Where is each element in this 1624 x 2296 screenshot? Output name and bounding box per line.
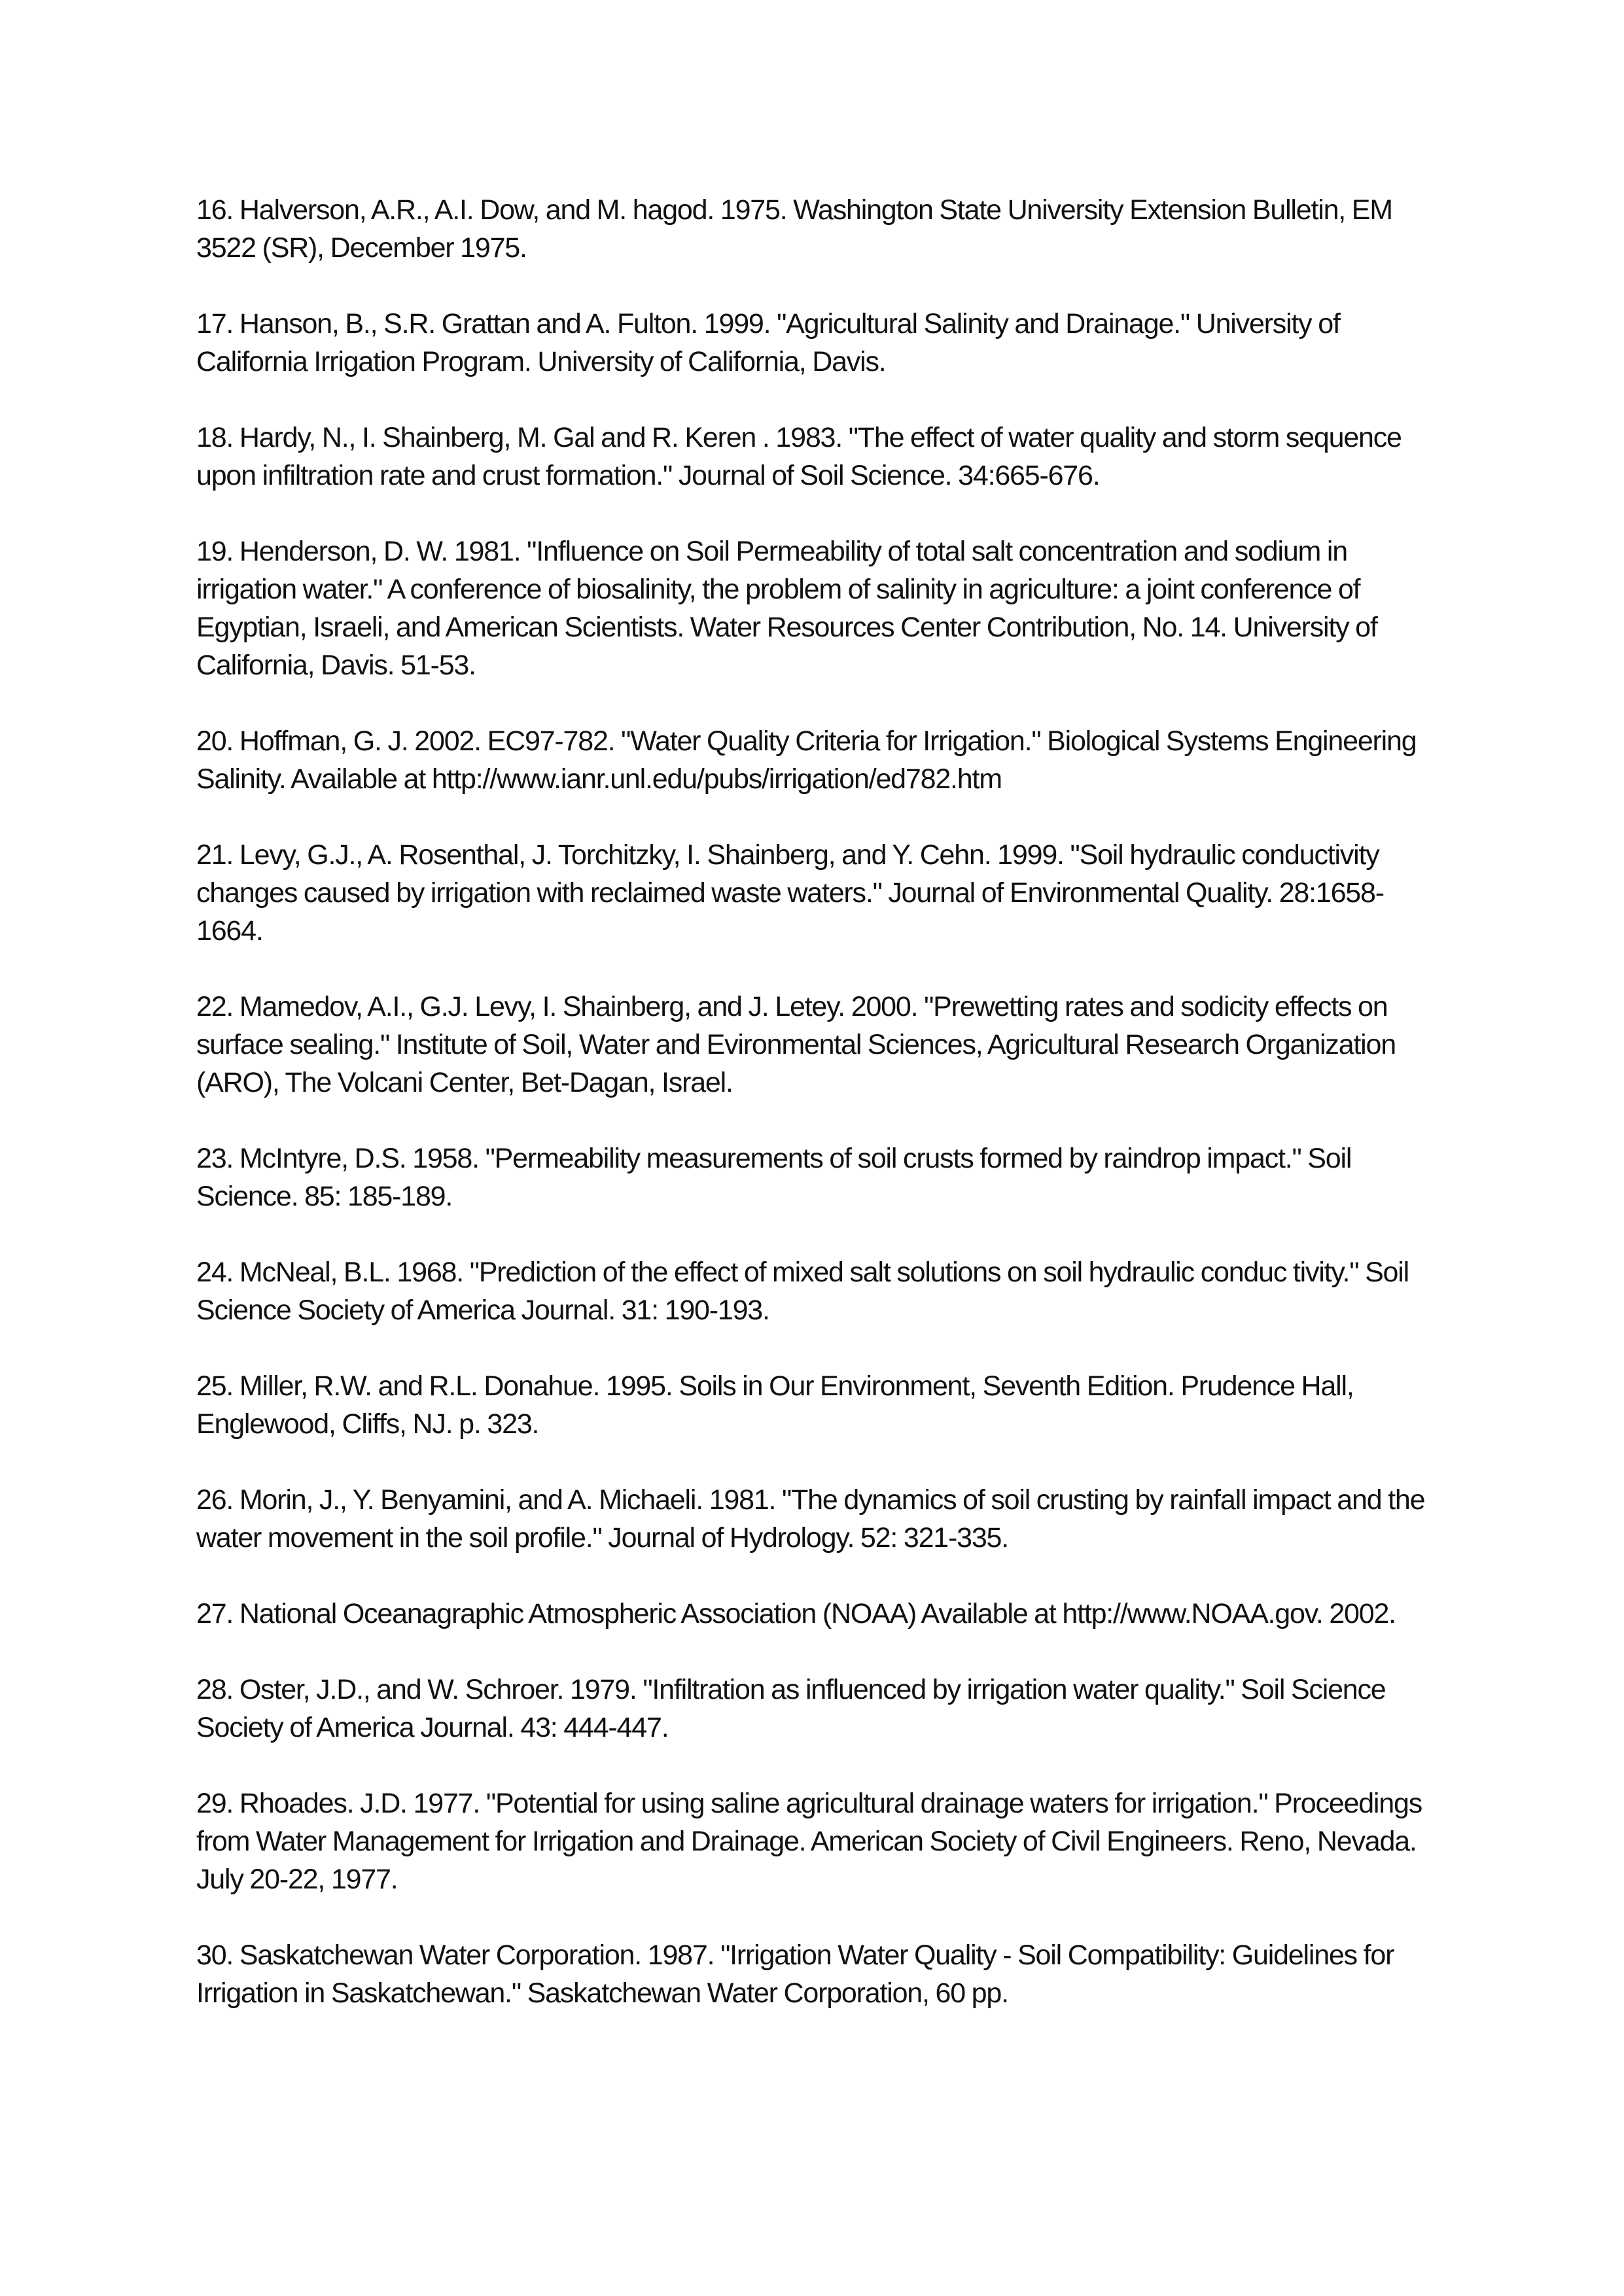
reference-item: 19. Henderson, D. W. 1981. "Influence on Soil Permeability of total salt concentration and sodium in irrigation water." A conference of biosalinity, the problem of salinity in agriculture: a joint conference of Egyptian, Israeli, and American Scientists. Water Resources Center Contribution, No. 14. University of California, Davis. 51-53. [196, 536, 1377, 681]
reference-item: 30. Saskatchewan Water Corporation. 1987. "Irrigation Water Quality - Soil Compatibility: Guidelines for Irrigation in Saskatchewan." Saskatchewan Water Corporation, 60 pp. [196, 1939, 1394, 2009]
reference-list [196, 191, 1439, 2012]
reference-item: 16. Halverson, A.R., A.I. Dow, and M. hagod. 1975. Washington State University Extension Bulletin, EM 3522 (SR), December 1975. [196, 194, 1392, 264]
reference-item: 20. Hoffman, G. J. 2002. EC97-782. "Water Quality Criteria for Irrigation." Biological Systems Engineering Salinity. Available at http://www.ianr.unl.edu/pubs/irrigation/ed782.htm [196, 725, 1417, 795]
reference-item: 27. National Oceanagraphic Atmospheric Association (NOAA) Available at http://www.NOAA.gov. 2002. [196, 1598, 1396, 1629]
reference-item: 18. Hardy, N., I. Shainberg, M. Gal and R. Keren . 1983. "The effect of water quality and storm sequence upon infiltration rate and crust formation." Journal of Soil Science. 34:665-676. [196, 422, 1402, 491]
reference-item: 29. Rhoades. J.D. 1977. "Potential for using saline agricultural drainage waters for irrigation." Proceedings from Water Management for Irrigation and Drainage. American Society of Civil Engineers. Reno, Nevada. July 20-22, 1977. [196, 1788, 1422, 1895]
reference-item: 26. Morin, J., Y. Benyamini, and A. Michaeli. 1981. "The dynamics of soil crusting by rainfall impact and the water movement in the soil profile." Journal of Hydrology. 52: 321-335. [196, 1484, 1425, 1554]
reference-item: 24. McNeal, B.L. 1968. "Prediction of the effect of mixed salt solutions on soil hydraulic conduc tivity." Soil Science Society of America Journal. 31: 190-193. [196, 1257, 1409, 1326]
reference-item: 21. Levy, G.J., A. Rosenthal, J. Torchitzky, I. Shainberg, and Y. Cehn. 1999. "Soil hydraulic conductivity changes caused by irrigation with reclaimed waste waters." Journal of Environmental Quality. 28:1658-1664. [196, 839, 1384, 947]
reference-item: 25. Miller, R.W. and R.L. Donahue. 1995. Soils in Our Environment, Seventh Edition. Prudence Hall, Englewood, Cliffs, NJ. p. 323. [196, 1370, 1354, 1440]
reference-item: 28. Oster, J.D., and W. Schroer. 1979. "Infiltration as influenced by irrigation water quality." Soil Science Society of America Journal. 43: 444-447. [196, 1674, 1386, 1743]
reference-item: 23. McIntyre, D.S. 1958. "Permeability measurements of soil crusts formed by raindrop impact." Soil Science. 85: 185-189. [196, 1143, 1352, 1212]
reference-item: 22. Mamedov, A.I., G.J. Levy, I. Shainberg, and J. Letey. 2000. "Prewetting rates and sodicity effects on surface sealing." Institute of Soil, Water and Evironmental Sciences, Agricultural Research Organization (ARO), The Volcani Center, Bet-Dagan, Israel. [196, 991, 1396, 1098]
reference-item: 17. Hanson, B., S.R. Grattan and A. Fulton. 1999. "Agricultural Salinity and Drainage." University of California Irrigation Program. University of California, Davis. [196, 308, 1340, 377]
